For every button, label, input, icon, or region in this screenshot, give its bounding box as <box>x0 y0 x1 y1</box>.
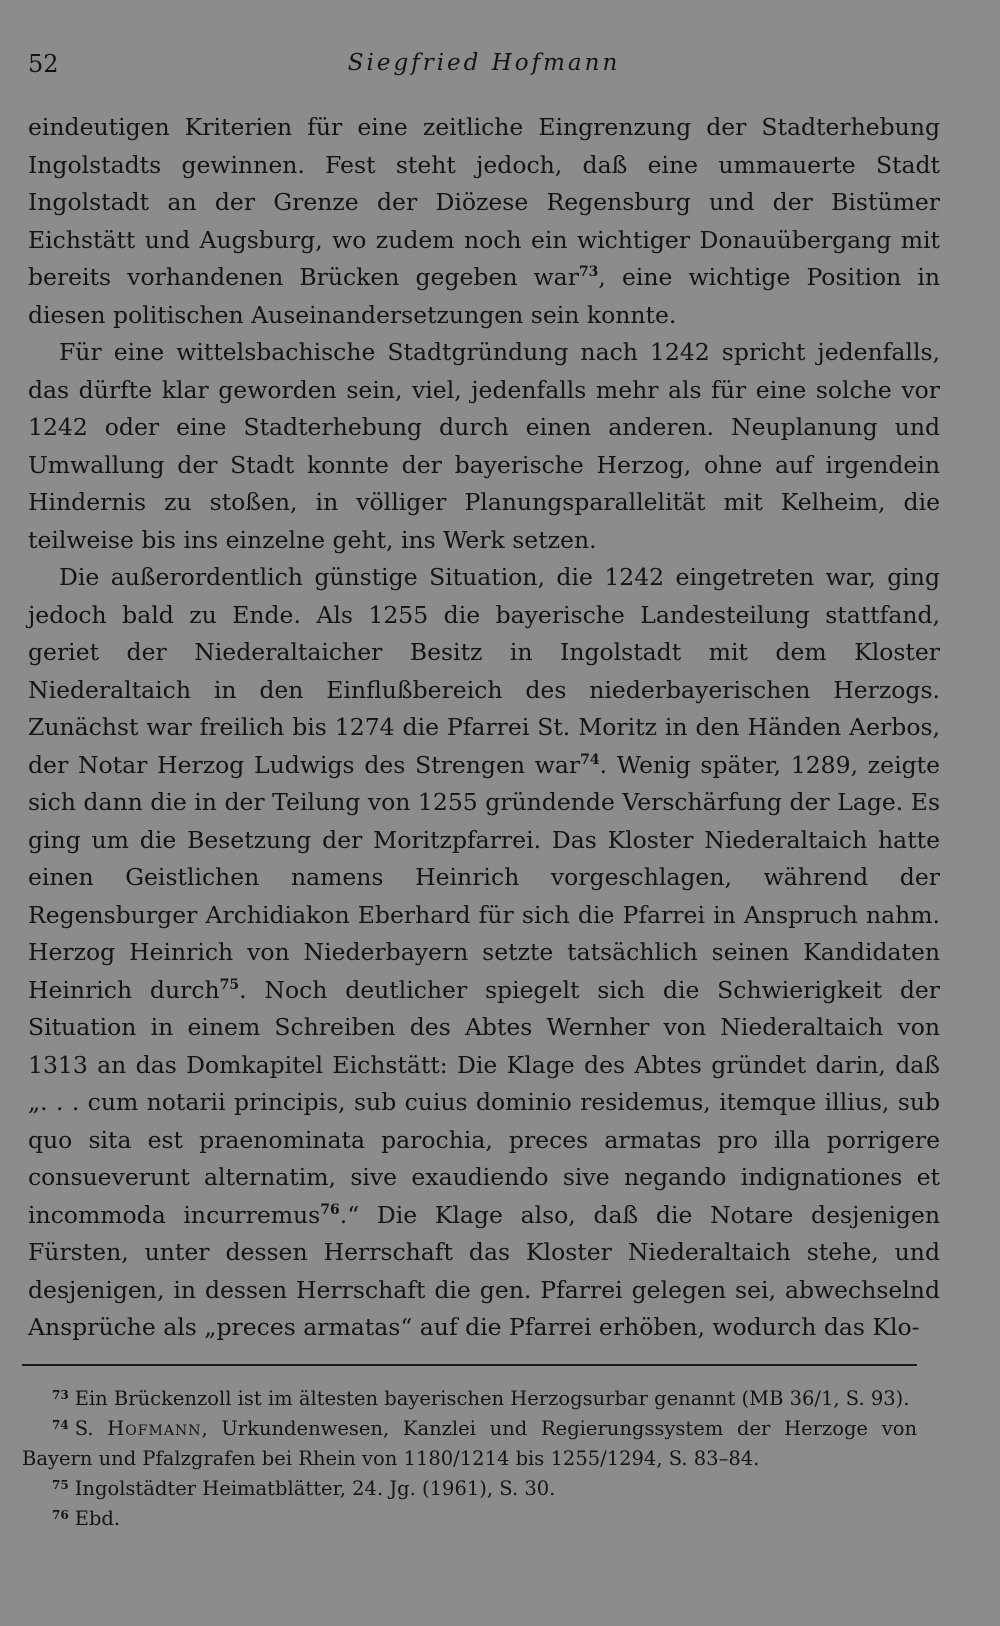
footnote-ref-74: 74 <box>580 751 600 768</box>
paragraph-1-text: eindeutigen Kriterien für eine zeitliche Eingrenzung der Stadterhebung Ingolstadts gewinnen. Fest steht jedoch, daß eine ummauerte Stadt Ingolstadt an der Grenze der Diözese Regensburg und der Bistümer Eichstätt und Augsburg, wo zudem noch ein wichtiger Donauübergang mit bereits vorhandenen Brücken gegeben war <box>28 113 940 291</box>
paragraph-3 <box>28 559 940 1347</box>
footnote-ref-75: 75 <box>219 976 240 993</box>
paragraph-1-text-end: , eine wichtige Position in diesen politischen Auseinandersetzungen sein konnte. <box>28 263 940 329</box>
paragraph-3-text-a: Die außerordentlich günstige Situation, die 1242 eingetreten war, ging jedoch bald zu Ende. Als 1255 die bayerische Landesteilung stattfand, geriet der Niederaltaicher Besitz in Ingolstadt mit dem Kloster Niederaltaich in den Einflußbereich des niederbayerischen Herzogs. Zunächst war freilich bis 1274 die Pfarrei St. Moritz in den Händen Aerbos, der Notar Herzog Ludwigs des Strengen war <box>28 563 940 779</box>
footnote-74 <box>22 1414 917 1474</box>
page-header <box>28 50 940 86</box>
footnote-text: Ein Brückenzoll ist im ältesten bayerischen Herzogsurbar genannt (MB 36/1, S. 93). <box>74 1387 910 1410</box>
footnote-mark: 73 <box>52 1388 69 1402</box>
footnote-ref-73: 73 <box>578 264 599 280</box>
paragraph-2: Für eine wittelsbachische Stadtgründung nach 1242 spricht jedenfalls, das dürfte klar geworden sein, viel, jedenfalls mehr als für eine solche vor 1242 oder eine Stadterhebung durch einen anderen. Neuplanung und Umwallung der Stadt konnte der bayerische Herzog, ohne auf irgendein Hindernis zu stoßen, in völliger Planungsparallelität mit Kelheim, die teilweise bis ins einzelne geht, ins Werk setzen. <box>28 338 940 554</box>
footnote-text-prefix: S. <box>74 1417 108 1440</box>
footnote-76 <box>22 1504 917 1534</box>
footnotes <box>22 1384 917 1534</box>
footnote-73 <box>22 1384 917 1414</box>
page-number: 52 <box>28 50 59 78</box>
footnote-mark: 76 <box>52 1508 69 1522</box>
footnote-mark: 75 <box>52 1478 69 1492</box>
footnote-separator <box>22 1364 917 1366</box>
paragraph-3-text-b: . Wenig später, 1289, zeigte sich dann die in der Teilung von 1255 gründende Verschärfung der Lage. Es ging um die Besetzung der Moritzpfarrei. Das Kloster Niederaltaich hatte einen Geistlichen namens Heinrich vorgeschlagen, während der Regensburger Archidiakon Eberhard für sich die Pfarrei in Anspruch nahm. Herzog Heinrich von Niederbayern setzte tatsächlich seinen Kandidaten Heinrich durch <box>28 750 941 1004</box>
footnote-75 <box>22 1474 917 1504</box>
footnote-text: Ebd. <box>74 1507 121 1530</box>
footnote-text: Ingolstädter Heimatblätter, 24. Jg. (1961), S. 30. <box>74 1477 556 1500</box>
footnote-mark: 74 <box>52 1418 69 1432</box>
paragraph-3-text-c: . Noch deutlicher spiegelt sich die Schwierigkeit der Situation in einem Schreiben des Abtes Wernher von Niederaltaich von 1313 an das Domkapitel Eichstätt: Die Klage des Abtes gründet darin, daß „. . . cum notarii principis, sub cuius dominio residemus, itemque illius, sub quo sita est praenominata parochia, preces armatas pro illa porrigere consueverunt alternatim, sive exaudiendo sive negando indignationes et incommoda incurremus <box>28 975 941 1229</box>
footnote-text: , Urkundenwesen, Kanzlei und Regierungssystem der Herzoge von Bayern und Pfalzgrafen bei Rhein von 1180/1214 bis 1255/1294, S. 83–84. <box>22 1417 918 1470</box>
body-text <box>28 109 940 1347</box>
footnote-author: Hofmann <box>107 1417 202 1440</box>
footnote-ref-76: 76 <box>320 1201 340 1218</box>
running-head: Siegfried Hofmann <box>347 50 621 76</box>
paragraph-3-text-d: .“ Die Klage also, daß die Notare desjenigen Fürsten, unter dessen Herrschaft das Kloster Niederaltaich stehe, und desjenigen, in dessen Herrschaft die gen. Pfarrei gelegen sei, abwechselnd Ansprüche als „preces armatas“ auf die Pfarrei erhöben, wodurch das Klo- <box>28 1200 941 1341</box>
paragraph-1 <box>28 109 940 334</box>
